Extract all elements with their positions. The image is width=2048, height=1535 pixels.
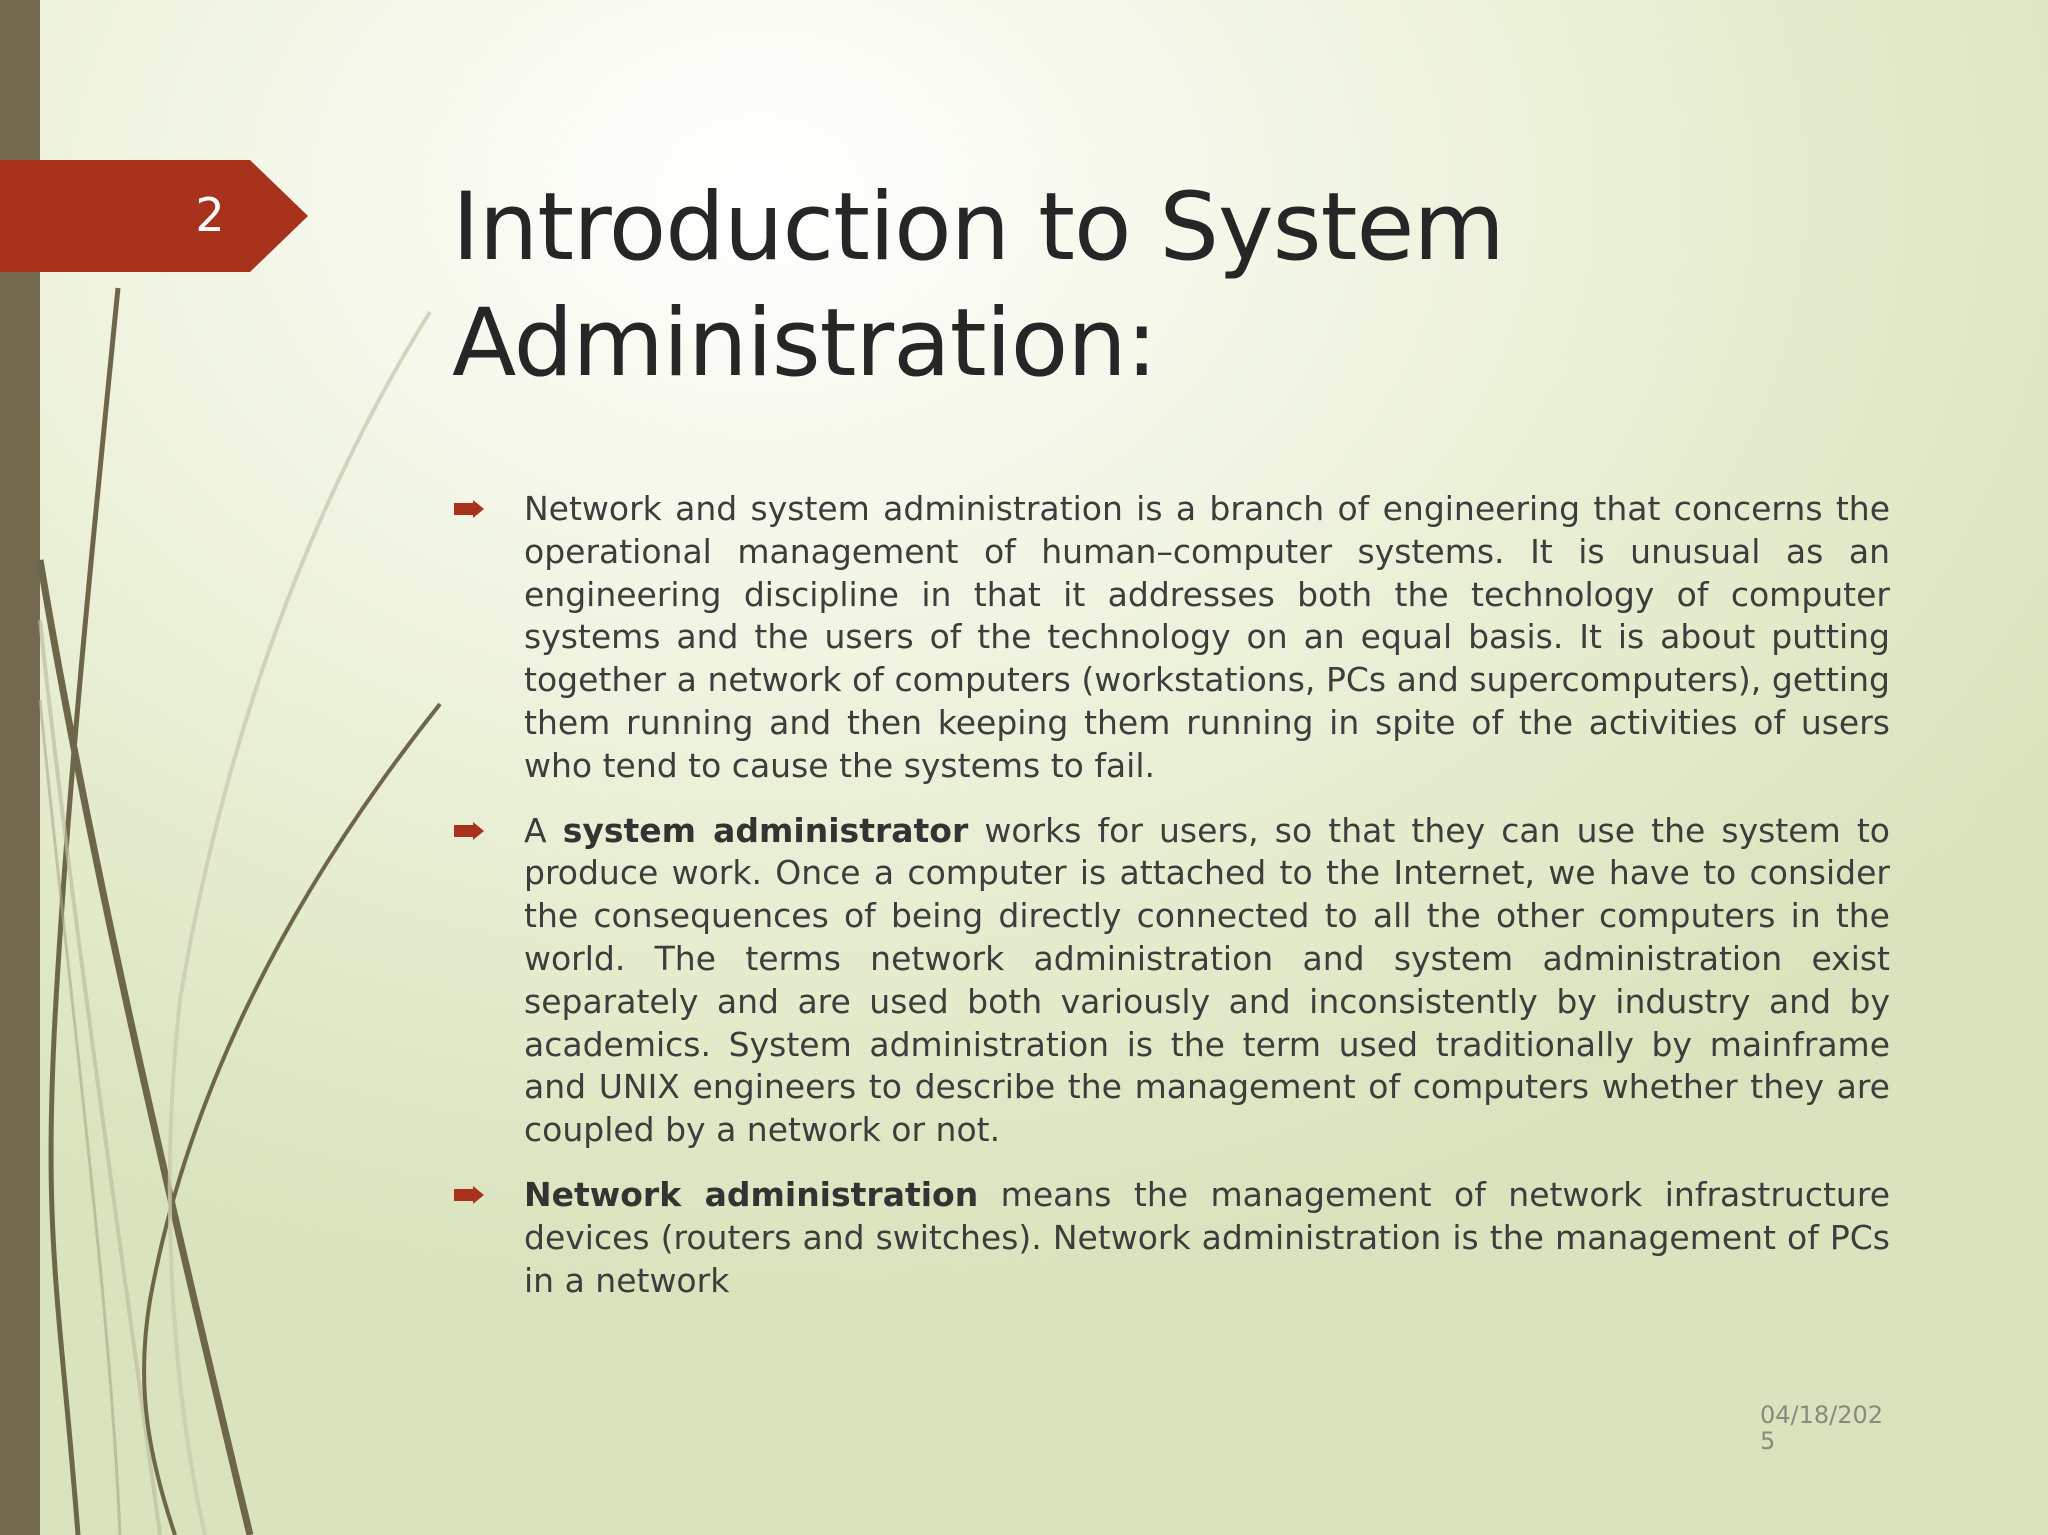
title-line-2: Administration: <box>452 289 1157 398</box>
bullet-text: means the management of network infrastructure devices (routers and switches). Network administration is the management of PCs in a network <box>524 1174 1890 1300</box>
slide-number: 2 <box>195 188 225 242</box>
bullet-item <box>452 488 1890 788</box>
arrow-right-icon <box>454 1186 484 1204</box>
slide-number-tag <box>0 160 308 272</box>
bullet-bold-term: Network administration <box>524 1174 979 1214</box>
slide-title <box>452 170 1852 402</box>
arrow-right-icon <box>454 822 484 840</box>
arrow-right-icon <box>454 500 484 518</box>
bullet-text: Network and system administration is a branch of engineering that concerns the operational management of human–computer systems. It is unusual as an engineering discipline in that it addresses both the technology of computer systems and the users of the technology on an equal basis. It is about putting together a network of computers (workstations, PCs and supercomputers), getting them running and then keeping them running in spite of the activities of users who tend to cause the systems to fail. <box>524 489 1890 785</box>
bullet-item <box>452 1174 1890 1302</box>
bullet-item <box>452 810 1890 1152</box>
bullet-prefix: A <box>524 810 563 850</box>
title-line-1: Introduction to System <box>452 173 1504 282</box>
bullet-bold-term: system administrator <box>562 810 969 850</box>
bullet-list <box>452 488 1890 1324</box>
bullet-text: works for users, so that they can use the system to produce work. Once a computer is attached to the Internet, we have to consider the consequences of being directly connected to all the other computers in the world. The terms network administration and system administration exist separately and are used both variously and inconsistently by industry and by academics. System administration is the term used traditionally by mainframe and UNIX engineers to describe the management of computers whether they are coupled by a network or not. <box>524 810 1890 1150</box>
slide-date: 04/18/2025 <box>1760 1401 1884 1455</box>
